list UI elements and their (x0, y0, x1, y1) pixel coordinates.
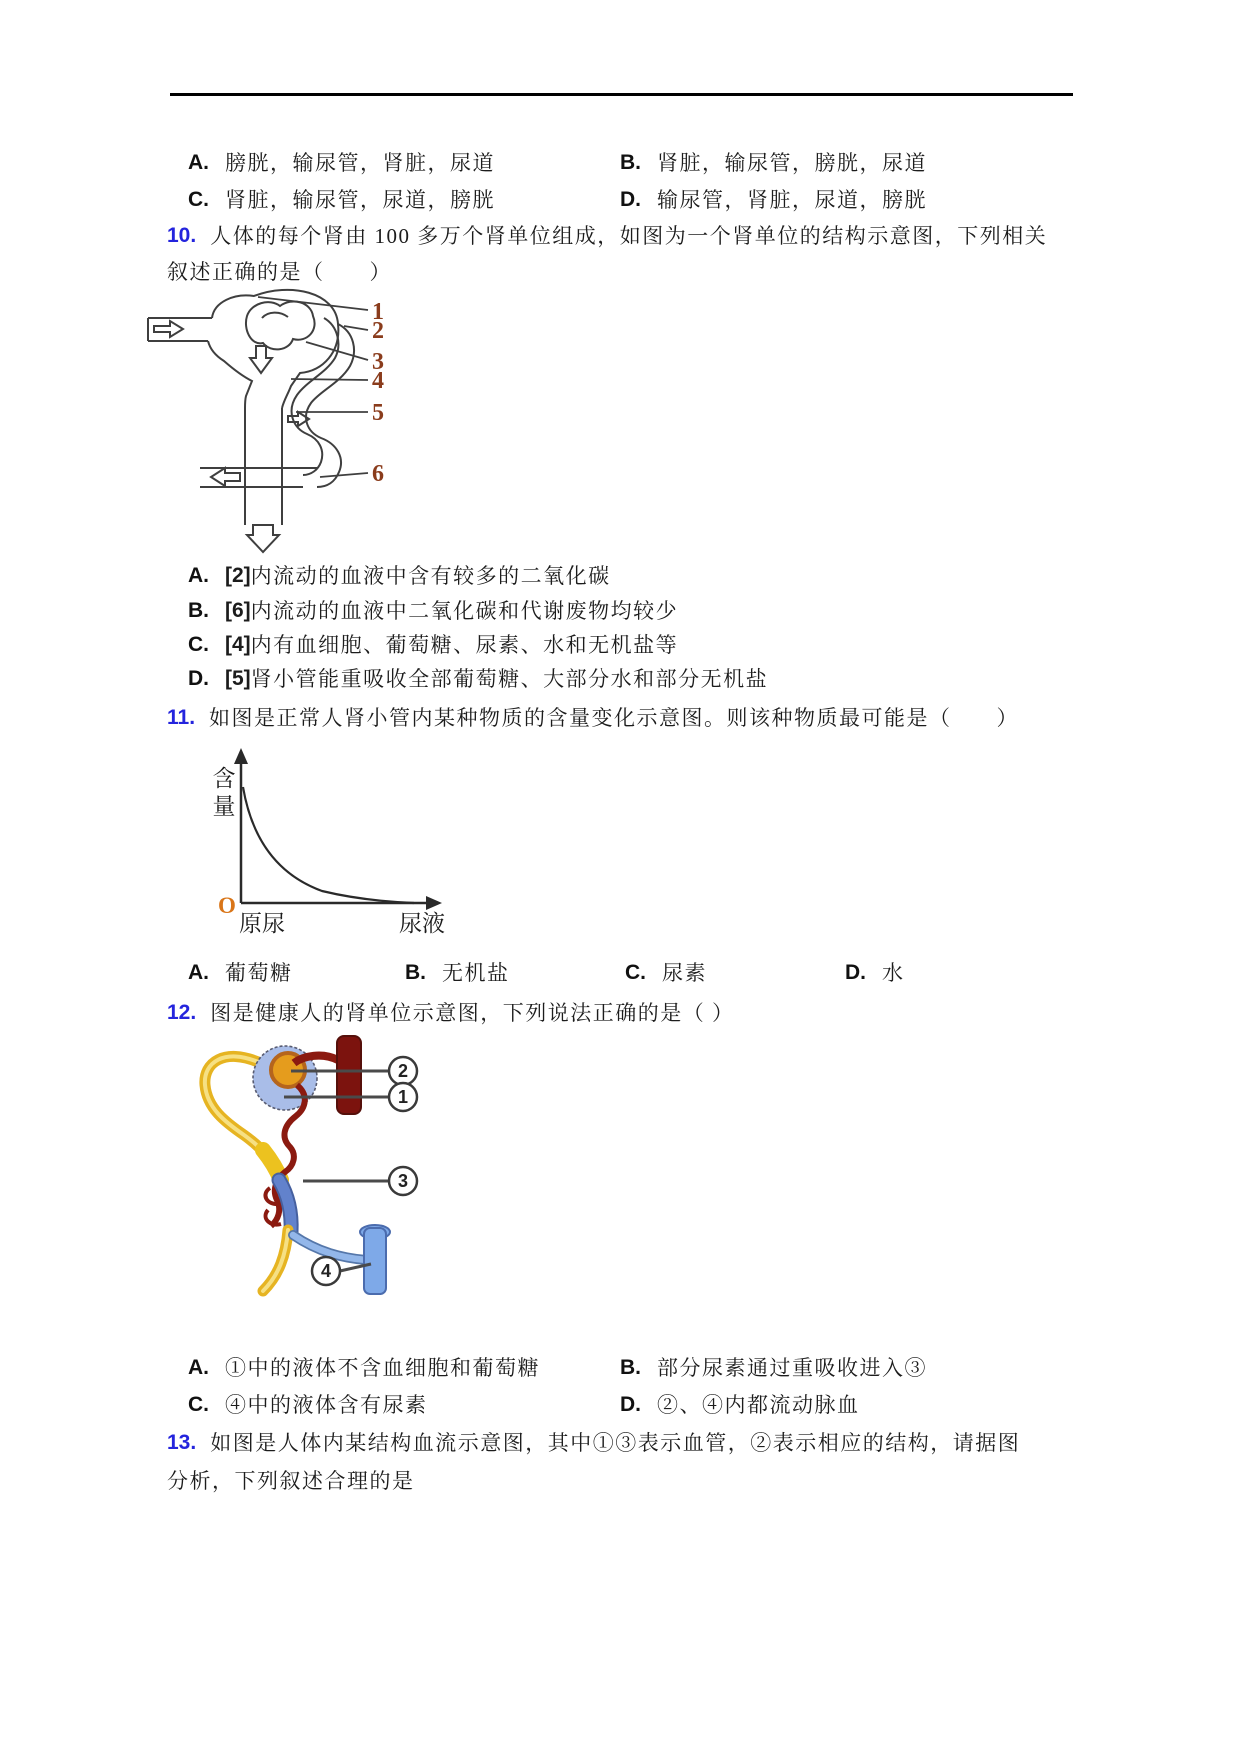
renal-artery-bar (337, 1036, 361, 1114)
y-axis-arrow-icon (234, 748, 248, 764)
question-number: 12. (167, 1001, 197, 1024)
option-text: ②、④内都流动脉血 (657, 1393, 860, 1417)
label-6: 6 (372, 461, 384, 487)
option-letter: B. (188, 599, 209, 622)
urine-arrow-icon (247, 525, 279, 552)
option-letter: D. (620, 1393, 641, 1416)
option-letter: D. (620, 188, 641, 211)
x-tick-end: 尿液 (399, 911, 445, 936)
question-number: 10. (167, 224, 197, 247)
option-text: 部分尿素通过重吸收进入③ (657, 1356, 927, 1380)
q11-option-a (188, 958, 293, 988)
option-text: 内流动的血液中含有较多的二氧化碳 (250, 564, 611, 588)
option-letter: C. (188, 633, 209, 656)
option-letter: D. (845, 961, 866, 984)
option-ref-tag: [6] (225, 599, 251, 622)
option-text: 内有血细胞、葡萄糖、尿素、水和无机盐等 (250, 633, 679, 657)
label-3: 3 (397, 1171, 409, 1191)
chart-axes (241, 760, 430, 903)
label-2: 2 (372, 318, 384, 344)
q13-stem-line1 (167, 1428, 1020, 1458)
q9-option-c (188, 185, 495, 215)
option-text: ④中的液体含有尿素 (225, 1393, 428, 1417)
option-text: 葡萄糖 (225, 961, 293, 985)
q12-stem (167, 998, 734, 1028)
question-number: 11. (167, 706, 196, 729)
label-1: 1 (397, 1087, 409, 1107)
renal-vein-bar (364, 1228, 386, 1294)
q11-stem (167, 703, 1019, 733)
q11-option-d (845, 958, 905, 988)
option-letter: B. (620, 151, 641, 174)
label-3: 3 (372, 349, 384, 375)
question-number: 13. (167, 1431, 197, 1454)
q12-option-b (620, 1353, 927, 1383)
q10-stem-line2 (167, 257, 392, 287)
label-4: 4 (372, 368, 384, 394)
filtrate-arrow-icon (250, 346, 272, 373)
option-letter: C. (188, 188, 209, 211)
option-letter: B. (405, 961, 426, 984)
option-text: ①中的液体不含血细胞和葡萄糖 (225, 1356, 540, 1380)
x-axis-arrow-icon (426, 896, 442, 910)
q10-option-a (188, 561, 611, 591)
y-axis-label-char2: 量 (212, 794, 236, 819)
option-text: 肾脏，输尿管，尿道，膀胱 (225, 188, 495, 212)
option-text: 肾脏，输尿管，膀胱，尿道 (657, 151, 927, 175)
question-text: 叙述正确的是（ ） (167, 260, 392, 284)
nephron-color-diagram (195, 1032, 425, 1332)
option-ref-tag: [5] (225, 667, 251, 690)
option-ref-tag: [4] (225, 633, 251, 656)
option-text: 膀胱，输尿管，肾脏，尿道 (225, 151, 495, 175)
nephron-line-diagram (145, 285, 397, 557)
option-text: 肾小管能重吸收全部葡萄糖、大部分水和部分无机盐 (250, 667, 769, 691)
decreasing-curve (243, 787, 414, 903)
diagram-number-labels (372, 299, 384, 487)
option-letter: A. (188, 1356, 209, 1379)
option-letter: C. (188, 1393, 209, 1416)
top-divider-rule (170, 93, 1073, 96)
question-text: 分析，下列叙述合理的是 (167, 1469, 415, 1493)
concentration-line-chart (180, 740, 470, 945)
question-text: 如图是正常人肾小管内某种物质的含量变化示意图。则该种物质最可能是（ ） (209, 706, 1020, 730)
option-letter: D. (188, 667, 209, 690)
q11-option-c (625, 958, 707, 988)
q12-option-c (188, 1390, 428, 1420)
question-text: 如图是人体内某结构血流示意图，其中①③表示血管，②表示相应的结构，请据图 (210, 1431, 1021, 1455)
q9-option-a (188, 148, 495, 178)
label-1: 1 (372, 299, 384, 325)
x-tick-start: 原尿 (239, 911, 285, 936)
option-text: 输尿管，肾脏，尿道，膀胱 (657, 188, 927, 212)
option-text: 尿素 (662, 961, 707, 985)
option-letter: A. (188, 151, 209, 174)
label-2: 2 (397, 1061, 409, 1081)
q9-option-d (620, 185, 927, 215)
outflow-arrow-icon (211, 468, 240, 486)
option-letter: C. (625, 961, 646, 984)
label-4: 4 (320, 1261, 332, 1281)
y-axis-label-char1: 含 (212, 766, 236, 791)
q11-option-b (405, 958, 510, 988)
option-text: 水 (882, 961, 905, 985)
q10-option-c (188, 630, 678, 660)
origin-label: O (218, 893, 236, 918)
option-letter: A. (188, 961, 209, 984)
tubule-yellow-tail (263, 1230, 288, 1291)
q10-option-b (188, 596, 678, 626)
option-letter: B. (620, 1356, 641, 1379)
question-text: 图是健康人的肾单位示意图，下列说法正确的是（ ） (210, 1001, 735, 1025)
option-letter: A. (188, 564, 209, 587)
option-ref-tag: [2] (225, 564, 251, 587)
nephron-outline (148, 290, 354, 552)
q9-option-b (620, 148, 927, 178)
option-text: 无机盐 (442, 961, 510, 985)
q12-option-d (620, 1390, 860, 1420)
q13-stem-line2 (167, 1466, 415, 1496)
leader-lines (258, 297, 368, 477)
label-5: 5 (372, 400, 384, 426)
q10-stem-line1 (167, 221, 1047, 251)
q10-option-d (188, 664, 768, 694)
question-text: 人体的每个肾由 100 多万个肾单位组成，如图为一个肾单位的结构示意图，下列相关 (210, 224, 1048, 248)
inflow-arrow-icon (154, 321, 183, 337)
option-text: 内流动的血液中二氧化碳和代谢废物均较少 (250, 599, 679, 623)
q12-option-a (188, 1353, 540, 1383)
